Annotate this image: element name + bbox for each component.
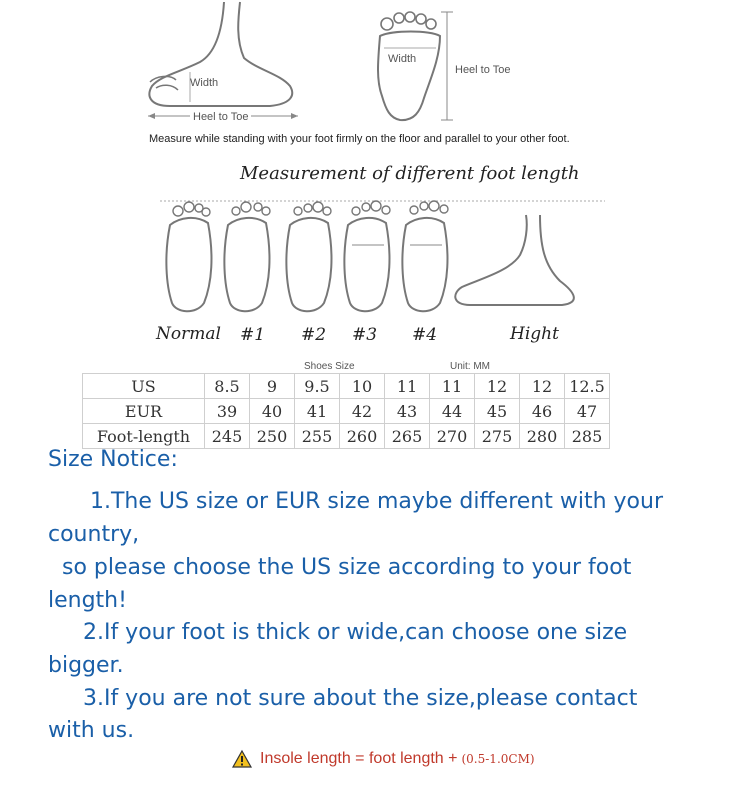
table-cell: 47 — [565, 399, 610, 424]
table-cell: 9.5 — [295, 374, 340, 399]
table-cell: 43 — [385, 399, 430, 424]
top-foot-diagram — [0, 0, 740, 140]
foot-type-1: #1 — [240, 325, 266, 345]
unit-label: Unit: MM — [450, 361, 490, 372]
table-cell: 39 — [205, 399, 250, 424]
row-label-eur: EUR — [83, 399, 205, 424]
foot-type-normal: Normal — [156, 324, 221, 344]
foot-type-3: #3 — [352, 325, 378, 345]
table-cell: 250 — [250, 424, 295, 449]
table-cell: 255 — [295, 424, 340, 449]
size-table — [82, 373, 610, 449]
warning-triangle-icon — [232, 750, 252, 768]
notice-line: country, — [48, 522, 140, 547]
table-cell: 10 — [340, 374, 385, 399]
table-cell: 245 — [205, 424, 250, 449]
table-cell: 270 — [430, 424, 475, 449]
size-notice-heading: Size Notice: — [48, 447, 178, 472]
foot-types-diagram — [0, 195, 740, 325]
table-cell: 45 — [475, 399, 520, 424]
notice-line: 1.The US size or EUR size maybe different with your — [48, 489, 663, 514]
top-heel-label: Heel to Toe — [455, 64, 511, 76]
table-cell: 275 — [475, 424, 520, 449]
table-cell: 285 — [565, 424, 610, 449]
measure-caption: Measure while standing with your foot firmly on the floor and parallel to your other foot. — [149, 133, 570, 145]
table-cell: 44 — [430, 399, 475, 424]
table-cell: 260 — [340, 424, 385, 449]
notice-line: with us. — [48, 718, 135, 743]
foot-type-2: #2 — [301, 325, 327, 345]
insole-text: Insole length = foot length + — [260, 750, 458, 767]
notice-line: 2.If your foot is thick or wide,can choose one size — [48, 620, 628, 645]
table-cell: 12 — [475, 374, 520, 399]
insole-note — [232, 745, 535, 773]
table-row — [83, 399, 610, 424]
table-cell: 12.5 — [565, 374, 610, 399]
insole-tail: (0.5-1.0CM) — [461, 752, 535, 766]
table-row — [83, 374, 610, 399]
table-cell: 41 — [295, 399, 340, 424]
notice-line: bigger. — [48, 653, 124, 678]
row-label-foot-length: Foot-length — [83, 424, 205, 449]
table-cell: 280 — [520, 424, 565, 449]
shoes-size-label: Shoes Size — [304, 361, 355, 372]
table-cell: 40 — [250, 399, 295, 424]
foot-type-hight: Hight — [510, 324, 559, 344]
notice-line: so please choose the US size according to your foot — [48, 555, 632, 580]
table-cell: 42 — [340, 399, 385, 424]
foot-type-4: #4 — [412, 325, 438, 345]
side-width-label: Width — [190, 77, 219, 89]
notice-line: length! — [48, 588, 127, 613]
top-width-label: Width — [388, 53, 417, 65]
section-title: Measurement of different foot length — [240, 163, 580, 184]
table-cell: 12 — [520, 374, 565, 399]
row-label-us: US — [83, 374, 205, 399]
table-cell: 9 — [250, 374, 295, 399]
table-cell: 11 — [385, 374, 430, 399]
side-heel-label: Heel to Toe — [190, 111, 251, 123]
table-cell: 46 — [520, 399, 565, 424]
table-cell: 8.5 — [205, 374, 250, 399]
table-cell: 265 — [385, 424, 430, 449]
notice-line: 3.If you are not sure about the size,please contact — [48, 686, 638, 711]
table-cell: 11 — [430, 374, 475, 399]
